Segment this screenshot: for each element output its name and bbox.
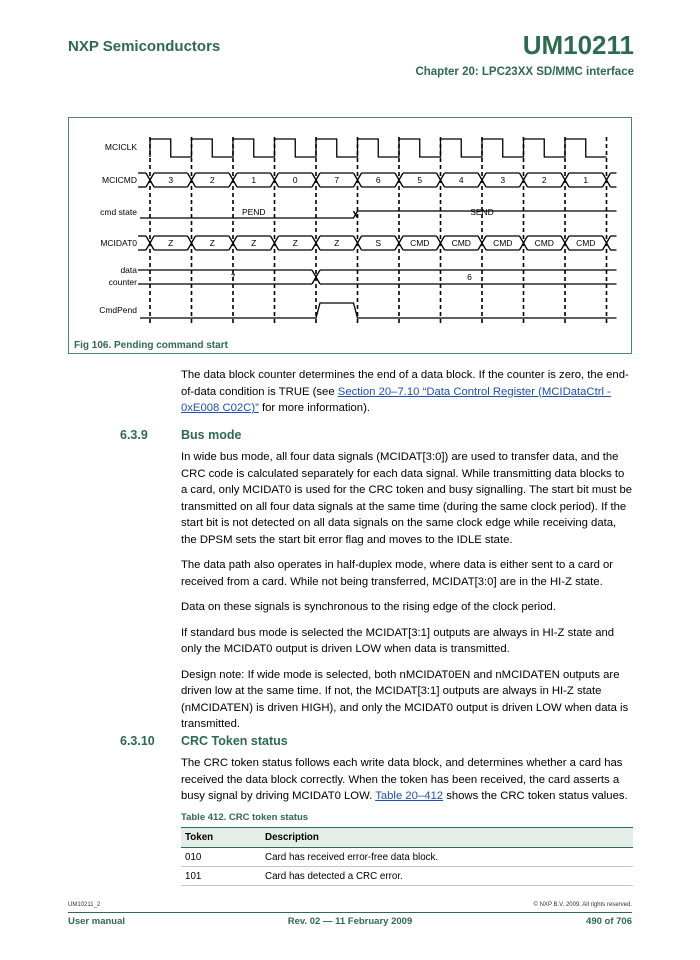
section-number-crc: 6.3.10	[120, 734, 155, 748]
signal-label-data-counter-line1: data	[120, 265, 137, 275]
mcicmd-value: 2	[541, 175, 547, 185]
bus-mode-paragraph: The data path also operates in half-duplex mode, where data is either sent to a card or received from a card. While not being transferred, MCIDAT[3:0] are in the HI-Z state.	[181, 559, 614, 588]
mcicmd-value: 2	[209, 175, 215, 185]
bus-mode-paragraph: In wide bus mode, all four data signals (MCIDAT[3:0]) are used to transfer data, and the CRC code is calculated separately for each data signal. While transmitting data blocks to a card, only MCIDAT0 is used for the CRC token and busy signalling. The start bit must be transmitted on all four data signals at the same time (during the same clock period). If the start bit is not detected on all data signals on the same clock edge while receiving data, the DPSM sets the start bit error flag and moves to the IDLE state.	[181, 451, 633, 546]
intro-paragraph	[181, 367, 633, 417]
mcidat0-value: S	[375, 238, 382, 248]
mcicmd-value: 3	[500, 175, 506, 185]
signal-label-mcidat0: MCIDAT0	[100, 238, 137, 248]
cmd-state-line	[140, 211, 617, 218]
mcidat0-value: CMD	[493, 238, 513, 248]
table-header-token: Token	[181, 828, 261, 848]
mcicmd-value: 7	[334, 175, 340, 185]
mciclk-waveform	[150, 139, 607, 157]
footer-divider	[68, 912, 632, 913]
signal-label-cmdpend: CmdPend	[99, 305, 137, 315]
mcidat0-value: Z	[209, 238, 215, 248]
mcidat0-value: CMD	[534, 238, 554, 248]
table-cell-token: 101	[181, 867, 261, 886]
signal-label-cmd-state: cmd state	[100, 207, 137, 217]
signal-label-data-counter-line2: counter	[108, 277, 137, 287]
mcicmd-value: 1	[251, 175, 257, 185]
mcicmd-value: 3	[168, 175, 174, 185]
data-counter-value: 6	[467, 272, 472, 282]
table-row	[181, 848, 633, 867]
mcidat0-value: Z	[251, 238, 257, 248]
footer-doc-code: UM10211_2	[68, 902, 101, 908]
mcicmd-value: 5	[417, 175, 423, 185]
crc-body	[181, 755, 633, 805]
company-name: NXP Semiconductors	[68, 38, 221, 55]
signal-label-mciclk: MCICLK	[104, 142, 137, 152]
mcidat0-value: CMD	[451, 238, 471, 248]
cmd-state-send: SEND	[470, 207, 494, 217]
document-id: UM10211	[522, 30, 634, 60]
footer-copyright: © NXP B.V. 2009. All rights reserved.	[533, 902, 632, 908]
crc-text: The CRC token status follows each write data block, and determines whether a card has received the data block correctly. When the token has been received, the card asserts a busy signal by driving MCIDAT0 LOW.	[181, 757, 623, 802]
mcicmd-value: 1	[583, 175, 589, 185]
crc-text-end: shows the CRC token status values.	[443, 790, 628, 802]
table-row	[181, 867, 633, 886]
section-title-crc: CRC Token status	[181, 734, 288, 748]
cmd-state-pend: PEND	[241, 207, 266, 217]
bus-mode-paragraph: If standard bus mode is selected the MCIDAT[3:1] outputs are always in HI-Z state and only the MCIDAT0 output is driven LOW when data is transmitted.	[181, 626, 615, 655]
mcidat0-value: Z	[334, 238, 340, 248]
section-link-mcidatactrl[interactable]: Section 20–7.10 “Data Control Register (MCIDataCtrl - 0xE008 C02C)”	[181, 385, 611, 414]
section-title-bus-mode: Bus mode	[181, 428, 242, 442]
table-cell-description: Card has received error-free data block.	[261, 848, 633, 867]
footer-doc-type: User manual	[68, 916, 126, 927]
mcicmd-value: 4	[458, 175, 464, 185]
footer-revision: Rev. 02 — 11 February 2009	[287, 916, 413, 927]
bus-mode-paragraph: Data on these signals is synchronous to the rising edge of the clock period.	[181, 601, 556, 613]
mcidat0-value: Z	[168, 238, 174, 248]
section-number-bus-mode: 6.3.9	[120, 428, 148, 442]
table-header-row	[181, 828, 633, 848]
intro-text: The data block counter determines the end of a data block. If the counter is zero, the end-of-data condition is TRUE (see	[181, 369, 629, 398]
crc-token-table	[181, 827, 633, 886]
mcidat0-value: CMD	[576, 238, 596, 248]
mcidat0-value: CMD	[410, 238, 430, 248]
mcicmd-value: 6	[375, 175, 381, 185]
timing-diagram	[68, 117, 632, 341]
bus-mode-paragraph: Design note: If wide mode is selected, both nMCIDAT0EN and nMCIDATEN outputs are driven low at the same time. If not, the MCIDAT[3:1] outputs are always in HI-Z state (nMCIDATEN) is driven HIGH), and only the MCIDAT0 output is driven LOW when data is transmitted.	[181, 668, 629, 730]
chapter-title: Chapter 20: LPC23XX SD/MMC interface	[415, 66, 634, 78]
table-cell-description: Card has detected a CRC error.	[261, 867, 633, 886]
table-caption: Table 412. CRC token status	[181, 812, 309, 823]
data-counter-value: 7	[230, 272, 236, 282]
footer-page-number: 490 of 706	[586, 916, 632, 927]
signal-label-mcicmd: MCICMD	[102, 175, 137, 185]
figure-caption: Fig 106. Pending command start	[74, 340, 228, 351]
table-cell-token: 010	[181, 848, 261, 867]
intro-text-end: for more information).	[258, 402, 370, 414]
cmdpend-waveform	[140, 303, 617, 318]
bus-mode-body	[181, 449, 633, 733]
table-link-412[interactable]: Table 20–412	[375, 790, 444, 802]
mcidat0-value: Z	[292, 238, 298, 248]
mcicmd-value: 0	[292, 175, 298, 185]
table-header-description: Description	[261, 828, 633, 848]
